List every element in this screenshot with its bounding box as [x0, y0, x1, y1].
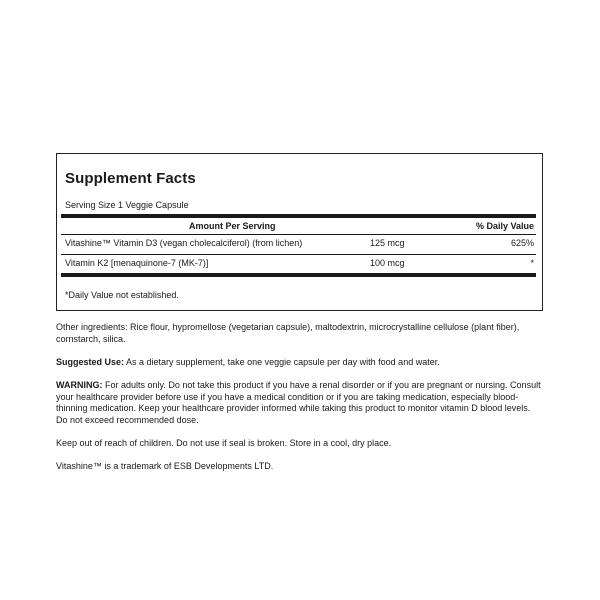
- supplement-facts-title: Supplement Facts: [65, 170, 196, 187]
- warning-text: For adults only. Do not take this product if you have a renal disorder or if you are pregnant or nursing. Consult your healthcare provider before use if you have a medical condition or if you are taking medication, especially blood-thinning medication. Keep your healthcare provider informed while taking this product to monitor vitamin D blood levels. Do not exceed recommended dose.: [56, 380, 541, 425]
- nutrient-name: Vitashine™ Vitamin D3 (vegan cholecalciferol) (from lichen): [65, 238, 303, 248]
- thick-divider: [61, 214, 536, 218]
- header-divider: [61, 234, 536, 235]
- trademark-notice: Vitashine™ is a trademark of ESB Developments LTD.: [56, 461, 274, 471]
- nutrient-row-vitamin-d3: [61, 238, 536, 250]
- serving-size: Serving Size 1 Veggie Capsule: [65, 200, 189, 210]
- facts-header-row: [61, 221, 536, 233]
- amount-per-serving-header: Amount Per Serving: [189, 221, 276, 231]
- suggested-use-text: As a dietary supplement, take one veggie capsule per day with food and water.: [124, 357, 440, 367]
- suggested-use-label: Suggested Use:: [56, 357, 125, 367]
- row-divider: [61, 254, 536, 255]
- other-ingredients: Other ingredients: Rice flour, hypromellose (vegetarian capsule), maltodextrin, microcrystalline cellulose (plant fiber), cornstarch, silica.: [56, 322, 520, 344]
- thick-divider-bottom: [61, 273, 536, 277]
- nutrient-daily-value: 625%: [510, 238, 534, 248]
- supplement-facts-panel: [56, 153, 543, 311]
- nutrient-row-vitamin-k2: [61, 258, 536, 270]
- daily-value-footnote: *Daily Value not established.: [65, 290, 179, 300]
- suggested-use: [56, 357, 544, 369]
- nutrient-daily-value: *: [530, 258, 534, 268]
- warning: [56, 380, 544, 426]
- daily-value-header: % Daily Value: [475, 221, 534, 231]
- nutrient-name: Vitamin K2 [menaquinone-7 (MK-7)]: [65, 258, 209, 268]
- nutrient-amount: 100 mcg: [370, 258, 405, 268]
- nutrient-amount: 125 mcg: [370, 238, 405, 248]
- storage-instructions: Keep out of reach of children. Do not use if seal is broken. Store in a cool, dry place.: [56, 438, 392, 448]
- warning-label: WARNING:: [56, 380, 103, 390]
